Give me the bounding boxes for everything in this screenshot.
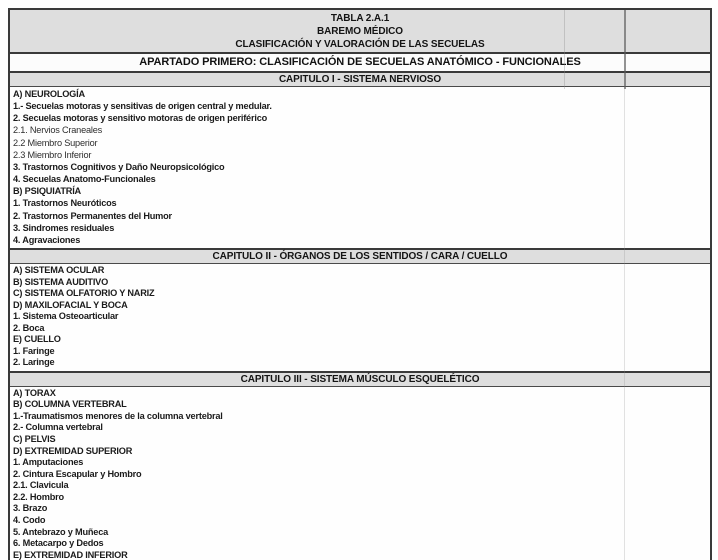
list-item: 2. Laringe (13, 357, 55, 368)
chapter-3-content (10, 387, 710, 560)
list-item: 2.3 Miembro Inferior (13, 149, 92, 160)
chapter-1-heading: CAPITULO I - SISTEMA NERVIOSO (10, 73, 710, 87)
scanned-table-document (8, 8, 712, 560)
list-item: 2. Boca (13, 322, 45, 333)
section-header-apartado: APARTADO PRIMERO: CLASIFICACIÓN DE SECUELAS ANATÓMICO - FUNCIONALES (10, 54, 710, 73)
list-item: 1. Amputaciones (13, 457, 84, 468)
list-item: 4. Codo (13, 515, 46, 526)
list-item: D) EXTREMIDAD SUPERIOR (13, 445, 133, 456)
list-item: 1. Trastornos Neuróticos (13, 198, 117, 209)
list-item: B) SISTEMA AUDITIVO (13, 276, 109, 287)
list-item: 3. Sindromes residuales (13, 222, 115, 233)
list-item: E) EXTREMIDAD INFERIOR (13, 549, 128, 560)
list-item: 2.2. Hombro (13, 491, 64, 502)
list-item: 2.- Columna vertebral (13, 422, 103, 433)
list-item: B) COLUMNA VERTEBRAL (13, 399, 127, 410)
list-item: 2. Trastornos Permanentes del Humor (13, 210, 172, 221)
list-item: 3. Trastornos Cognitivos y Daño Neuropsicológico (13, 161, 225, 172)
list-item: E) CUELLO (13, 334, 61, 345)
list-item: 1.-Traumatismos menores de la columna vertebral (13, 410, 223, 421)
list-item: 4. Secuelas Anatomo-Funcionales (13, 174, 156, 185)
list-item: 1. Sistema Osteoarticular (13, 311, 119, 322)
chapter-2-heading: CAPITULO II - ÓRGANOS DE LOS SENTIDOS / CARA / CUELLO (10, 248, 710, 264)
list-item: 4. Agravaciones (13, 234, 81, 245)
list-item: 5. Antebrazo y Muñeca (13, 526, 109, 537)
list-item: A) NEUROLOGÍA (13, 89, 85, 99)
list-item: 1.- Secuelas motoras y sensitivas de origen central y medular. (13, 101, 272, 112)
column-divider-line-faint (624, 89, 625, 560)
list-item: 6. Metacarpo y Dedos (13, 538, 104, 549)
list-item: 2.1. Clavicula (13, 480, 69, 491)
document-subtitle: CLASIFICACIÓN Y VALORACIÓN DE LAS SECUELAS (235, 39, 485, 50)
column-divider-line (624, 10, 626, 89)
chapter-2-content (10, 264, 710, 371)
list-item: C) PELVIS (13, 433, 56, 444)
document-title: BAREMO MÉDICO (317, 26, 403, 37)
list-item: 2. Cintura Escapular y Hombro (13, 468, 142, 479)
table-number-title: TABLA 2.A.1 (330, 13, 390, 24)
list-item: A) TORAX (13, 387, 56, 398)
list-item: C) SISTEMA OLFATORIO Y NARIZ (13, 288, 155, 299)
list-item: B) PSIQUIATRÍA (13, 186, 81, 197)
list-item: A) SISTEMA OCULAR (13, 265, 105, 276)
list-item: 3. Brazo (13, 503, 48, 514)
chapter-3-heading: CAPITULO III - SISTEMA MÚSCULO ESQUELÉTICO (10, 371, 710, 387)
list-item: 2.2 Miembro Superior (13, 137, 98, 148)
chapter-1-content (10, 87, 710, 248)
document-title-block (10, 10, 710, 54)
list-item: 2. Secuelas motoras y sensitivo motoras de origen periférico (13, 113, 268, 124)
list-item: 2.1. Nervios Craneales (13, 125, 103, 136)
column-divider-line-faint (564, 10, 565, 89)
list-item: D) MAXILOFACIAL Y BOCA (13, 299, 128, 310)
list-item: 1. Faringe (13, 345, 55, 356)
